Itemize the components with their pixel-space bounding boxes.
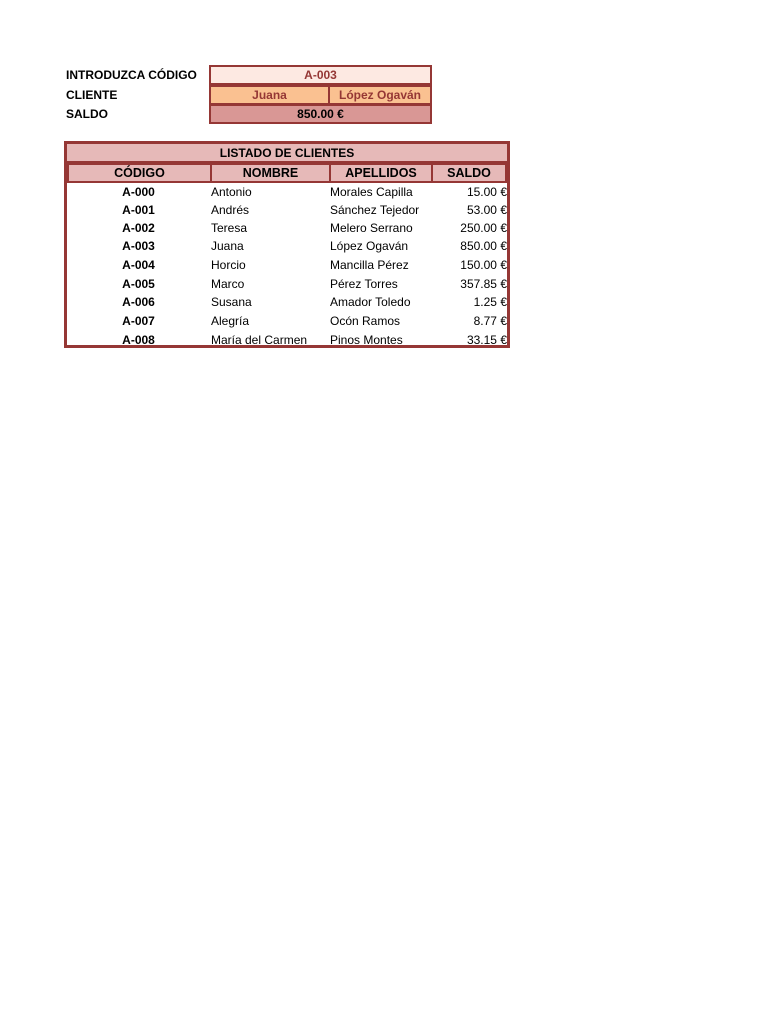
cell-codigo: A-001 (122, 203, 155, 217)
cell-saldo: 33.15 € (466, 333, 507, 347)
code-input-cell[interactable]: A-003 (209, 65, 432, 85)
client-first-name-cell: Juana (209, 85, 330, 105)
table-row (67, 237, 507, 255)
cell-apellidos: Morales Capilla (330, 185, 413, 199)
table-row (67, 183, 507, 201)
cell-saldo: 150.00 € (460, 258, 507, 272)
cell-codigo: A-006 (122, 295, 155, 309)
cell-codigo: A-007 (122, 314, 155, 328)
table-row (67, 331, 507, 349)
table-row (67, 275, 507, 293)
cell-apellidos: Pérez Torres (330, 277, 398, 291)
client-last-name-cell: López Ogaván (328, 85, 432, 105)
cell-saldo: 850.00 € (460, 239, 507, 253)
header-nombre: NOMBRE (210, 163, 331, 183)
cell-nombre: Teresa (211, 221, 248, 235)
cell-apellidos: López Ogaván (330, 239, 409, 253)
cell-nombre: Susana (211, 295, 252, 309)
table-row (67, 201, 507, 219)
cell-nombre: María del Carmen (211, 333, 308, 347)
cell-saldo: 53.00 € (466, 203, 507, 217)
cell-nombre: Alegría (211, 314, 250, 328)
cell-nombre: Antonio (211, 185, 252, 199)
balance-value-cell: 850.00 € (209, 104, 432, 124)
cell-apellidos: Mancilla Pérez (330, 258, 409, 272)
cell-nombre: Juana (211, 239, 244, 253)
table-row (67, 312, 507, 330)
cell-codigo: A-008 (122, 333, 155, 347)
cell-nombre: Marco (211, 277, 245, 291)
cell-apellidos: Amador Toledo (330, 295, 411, 309)
cell-codigo: A-004 (122, 258, 155, 272)
cell-saldo: 250.00 € (460, 221, 507, 235)
cell-saldo: 1.25 € (473, 295, 507, 309)
cell-codigo: A-005 (122, 277, 155, 291)
cell-codigo: A-000 (122, 185, 155, 199)
header-saldo: SALDO (431, 163, 507, 183)
table-title: LISTADO DE CLIENTES (67, 144, 507, 163)
cell-nombre: Andrés (211, 203, 250, 217)
client-list-table (64, 141, 510, 348)
table-row (67, 219, 507, 237)
header-apellidos: APELLIDOS (329, 163, 433, 183)
code-label: INTRODUZCA CÓDIGO (66, 68, 197, 82)
cell-apellidos: Sánchez Tejedor (330, 203, 420, 217)
cell-apellidos: Ocón Ramos (330, 314, 401, 328)
cell-apellidos: Melero Serrano (330, 221, 413, 235)
cell-nombre: Horcio (211, 258, 246, 272)
cell-codigo: A-002 (122, 221, 155, 235)
cell-codigo: A-003 (122, 239, 155, 253)
cell-saldo: 357.85 € (460, 277, 507, 291)
client-label: CLIENTE (66, 88, 118, 102)
cell-apellidos: Pinos Montes (330, 333, 403, 347)
balance-label: SALDO (66, 107, 108, 121)
cell-saldo: 15.00 € (466, 185, 507, 199)
header-codigo: CÓDIGO (67, 163, 212, 183)
table-row (67, 293, 507, 311)
table-row (67, 256, 507, 274)
cell-saldo: 8.77 € (473, 314, 507, 328)
